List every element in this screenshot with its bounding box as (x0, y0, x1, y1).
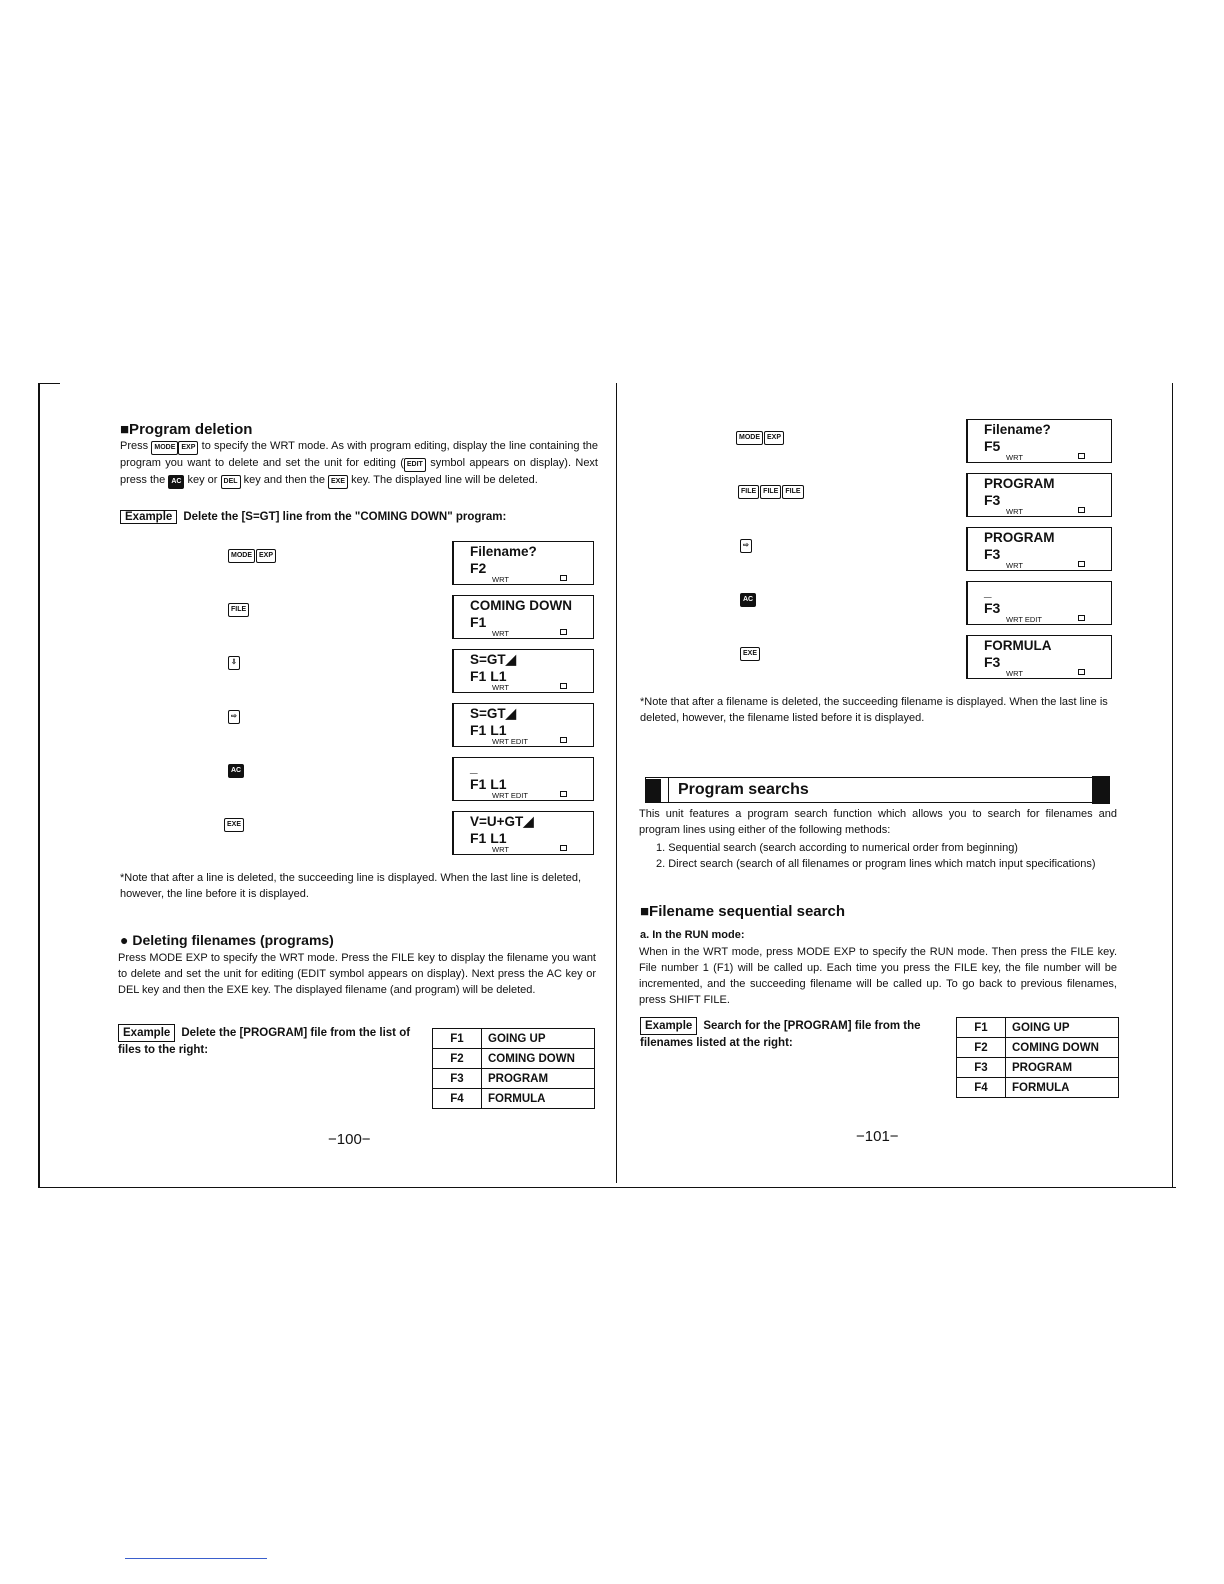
section-title-divider (668, 778, 669, 802)
section-intro: This unit features a program search function which allows you to search for filenames and program lines using either of the following methods: (639, 808, 1117, 836)
example-label: Example (640, 1017, 697, 1035)
indicator-icon (560, 683, 567, 689)
indicator-icon (560, 629, 567, 635)
center-divider (616, 383, 617, 1183)
del-key: DEL (221, 475, 241, 489)
indicator-icon (1078, 453, 1085, 459)
left-border (38, 383, 40, 1188)
indicator-icon (1078, 507, 1085, 513)
step-4-keys: ⇨ (228, 705, 241, 724)
example-2 (118, 1024, 424, 1058)
r-step-1-keys: MODE EXP (736, 426, 785, 445)
table-row: F2 COMING DOWN (957, 1038, 1119, 1058)
step-5-keys: AC (228, 759, 245, 778)
indicator-icon (560, 737, 567, 743)
method-1: 1. Sequential search (search according to numerical order from beginning) (656, 842, 1018, 854)
table-row: F4 FORMULA (957, 1078, 1119, 1098)
table-row: F4 FORMULA (433, 1089, 595, 1109)
left-file-table (432, 1028, 595, 1109)
ac-key: AC (168, 475, 184, 489)
step-6-keys: EXE (224, 813, 245, 832)
right-page-number: −101− (856, 1128, 899, 1145)
bottom-rule (38, 1187, 1176, 1188)
example-label: Example (118, 1024, 175, 1042)
table-row: F3 PROGRAM (433, 1069, 595, 1089)
indicator-icon (560, 791, 567, 797)
example-1 (120, 510, 506, 524)
example-text: Search for the [PROGRAM] file from the filenames listed at the right: (640, 1020, 921, 1049)
edit-symbol: EDIT (404, 458, 426, 472)
r-lcd-display-5: FORMULA F3 WRT (966, 635, 1112, 679)
example-text: Delete the [S=GT] line from the "COMING DOWN" program: (183, 511, 507, 523)
r-step-3-keys: ⇨ (740, 534, 753, 553)
r-lcd-display-3: PROGRAM F3 WRT (966, 527, 1112, 571)
indicator-icon (1078, 615, 1085, 621)
table-row: F3 PROGRAM (957, 1058, 1119, 1078)
r-step-5-keys: EXE (740, 642, 761, 661)
deleting-filenames-heading: ● Deleting filenames (programs) (120, 932, 334, 948)
exp-key: EXP (178, 441, 198, 455)
lcd-display-6: V=U+GT◢ F1 L1 WRT (452, 811, 594, 855)
r-lcd-display-2: PROGRAM F3 WRT (966, 473, 1112, 517)
right-border (1172, 383, 1173, 1187)
mode-key: MODE (151, 441, 178, 455)
program-deletion-heading: ■Program deletion (120, 421, 253, 438)
r-lcd-display-1: Filename? F5 WRT (966, 419, 1112, 463)
step-3-keys: ⇩ (228, 651, 241, 670)
r-lcd-display-4: _ F3 WRT EDIT (966, 581, 1112, 625)
right-note: *Note that after a filename is deleted, the succeeding filename is displayed. When the last line is deleted, however, the filename listed before it is displayed. (640, 696, 1108, 724)
lcd-display-5: _ F1 L1 WRT EDIT (452, 757, 594, 801)
section-right-block (1092, 776, 1110, 804)
example-label: Example (120, 510, 177, 524)
indicator-icon (560, 845, 567, 851)
footer-link-line (125, 1558, 267, 1559)
table-row: F1 GOING UP (957, 1018, 1119, 1038)
run-mode-subheading: a. In the RUN mode: (640, 929, 745, 941)
filename-sequential-heading: ■Filename sequential search (640, 903, 845, 920)
example-text: Delete the [PROGRAM] file from the list of files to the right: (118, 1027, 411, 1056)
lcd-display-4: S=GT◢ F1 L1 WRT EDIT (452, 703, 594, 747)
indicator-icon (1078, 669, 1085, 675)
r-step-4-keys: AC (740, 588, 757, 607)
method-2: 2. Direct search (search of all filenames or program lines which match input specifications) (656, 858, 1096, 870)
lcd-display-3: S=GT◢ F1 L1 WRT (452, 649, 594, 693)
exe-key: EXE (328, 475, 348, 489)
right-file-table (956, 1017, 1119, 1098)
top-left-tick (38, 383, 60, 384)
step-1-keys: MODE EXP (228, 544, 277, 563)
r-step-2-keys: FILE FILE FILE (738, 480, 805, 499)
lcd-display-1: Filename? F2 WRT (452, 541, 594, 585)
program-deletion-intro: Press MODE EXP to specify the WRT mode. As with program editing, display the line containing the program you want to delete and set the unit for editing ( EDIT symbol appears on display). Next press the AC key or DEL key and then the EXE key. The displayed line will be deleted. (120, 438, 598, 489)
deleting-filenames-text: Press MODE EXP to specify the WRT mode. Press the FILE key to display the filename you want to delete and set the unit for editing (EDIT symbol appears on display). Next press the AC key or DEL key and then the EXE key. The displayed filename (and program) will be deleted. (118, 952, 596, 996)
indicator-icon (1078, 561, 1085, 567)
indicator-icon (560, 575, 567, 581)
program-searchs-title: Program searchs (678, 781, 809, 798)
step-2-keys: FILE (228, 598, 250, 617)
table-row: F1 GOING UP (433, 1029, 595, 1049)
table-row: F2 COMING DOWN (433, 1049, 595, 1069)
left-page-number: −100− (328, 1131, 371, 1148)
run-mode-text: When in the WRT mode, press MODE EXP to specify the RUN mode. Then press the FILE key. File number 1 (F1) will be called up. Each time you press the FILE key, the file number will be incremented, and the succeeding filename will be called up. To go back to previous filenames, press SHIFT FILE. (639, 946, 1117, 1006)
example-3 (640, 1017, 946, 1051)
lcd-display-2: COMING DOWN F1 WRT (452, 595, 594, 639)
left-note: *Note that after a line is deleted, the succeeding line is displayed. When the last line is deleted, however, the line before it is displayed. (120, 872, 582, 900)
